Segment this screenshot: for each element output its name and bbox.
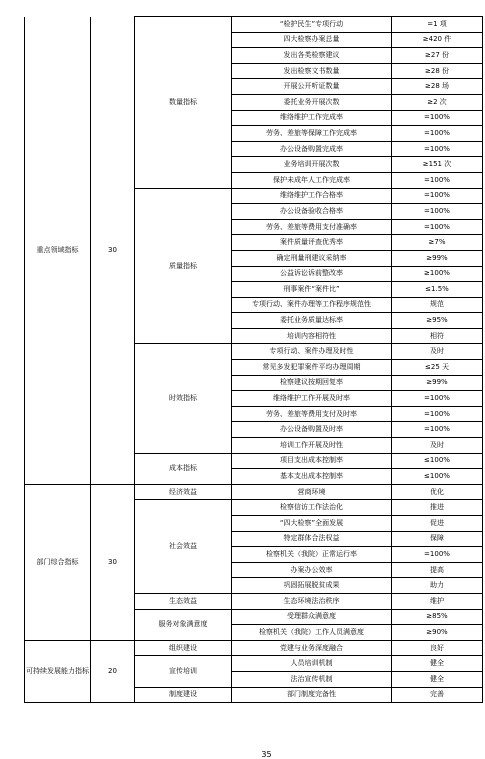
indicator-target: =100%	[392, 204, 483, 220]
indicator-target: 完善	[392, 687, 483, 703]
indicator-name: 检察建议按期回复率	[232, 375, 392, 391]
indicator-name: 发出各类检察建议	[232, 48, 392, 64]
indicator-target: ≥95%	[392, 313, 483, 329]
indicator-name: 委托业务质量达标率	[232, 313, 392, 329]
section-name: 部门综合指标	[36, 557, 79, 566]
indicator-target: 优化	[392, 484, 483, 500]
indicator-name: 发出检察文书数量	[232, 63, 392, 79]
indicator-target: 维护	[392, 593, 483, 609]
indicator-target: ≥100%	[392, 266, 483, 282]
indicator-name: 法治宣传机制	[232, 671, 392, 687]
indicator-name: 案件质量评查优秀率	[232, 235, 392, 251]
indicator-name: 四大检察办案总量	[232, 32, 392, 48]
section-name-cell	[25, 17, 91, 485]
section-name: 可持续发展能力指标	[26, 666, 89, 675]
indicator-target: =100%	[392, 188, 483, 204]
indicator-name: 确定刑量刑建议采纳率	[232, 250, 392, 266]
indicator-target: ≥2 次	[392, 94, 483, 110]
indicator-target: 促进	[392, 516, 483, 532]
indicator-target: 提高	[392, 562, 483, 578]
indicator-target: ≥420 件	[392, 32, 483, 48]
indicator-name: 办公设备购置及时率	[232, 422, 392, 438]
group-name: 制度建设	[135, 687, 232, 703]
section-score: 30	[91, 484, 135, 640]
indicator-target: 良好	[392, 640, 483, 656]
indicator-name: “检护民生”专项行动	[232, 17, 392, 33]
indicator-name: 劳务、差旅等保障工作完成率	[232, 126, 392, 142]
indicator-target: ≥85%	[392, 609, 483, 625]
indicator-target: ≤100%	[392, 453, 483, 469]
indicator-target: ≥90%	[392, 625, 483, 641]
indicator-target: 保障	[392, 531, 483, 547]
indicator-target: =1 项	[392, 17, 483, 33]
indicator-name: 检察机关（我院）正常运行率	[232, 547, 392, 563]
indicator-name: 培训工作开展及时性	[232, 438, 392, 454]
group-name: 时效指标	[135, 344, 232, 453]
indicator-target: =100%	[392, 172, 483, 188]
table-row	[25, 640, 483, 656]
indicator-target: =100%	[392, 141, 483, 157]
performance-indicator-table	[24, 16, 483, 703]
indicator-target: ≥27 份	[392, 48, 483, 64]
group-name: 成本指标	[135, 453, 232, 484]
group-name: 经济效益	[135, 484, 232, 500]
group-name: 服务对象满意度	[135, 609, 232, 640]
group-name: 社会效益	[135, 500, 232, 594]
section-name-cell	[25, 640, 91, 702]
indicator-name: “四大检察”全面发展	[232, 516, 392, 532]
indicator-name: 公益诉讼诉前整改率	[232, 266, 392, 282]
indicator-target: 推进	[392, 500, 483, 516]
indicator-target: ≥99%	[392, 375, 483, 391]
indicator-target: ≥7%	[392, 235, 483, 251]
indicator-name: 办公设备购置完成率	[232, 141, 392, 157]
group-name: 宣传培训	[135, 656, 232, 687]
indicator-target: 及时	[392, 344, 483, 360]
group-name: 数量指标	[135, 17, 232, 189]
indicator-name: 专项行动、案件办理等工作程序规范性	[232, 297, 392, 313]
section-score: 30	[91, 17, 135, 485]
indicator-name: 专项行动、案件办理及时性	[232, 344, 392, 360]
indicator-target: ≥151 次	[392, 157, 483, 173]
indicator-target: =100%	[392, 422, 483, 438]
indicator-target: ≥99%	[392, 250, 483, 266]
indicator-name: 劳务、差旅等费用支付及时率	[232, 406, 392, 422]
indicator-name: 营商环境	[232, 484, 392, 500]
indicator-target: =100%	[392, 126, 483, 142]
indicator-name: 生态环境法治秩序	[232, 593, 392, 609]
indicator-name: 劳务、差旅等费用支付准确率	[232, 219, 392, 235]
indicator-name: 开展公开听证数量	[232, 79, 392, 95]
group-name: 生态效益	[135, 593, 232, 609]
indicator-name: 维络维护工作开展及时率	[232, 391, 392, 407]
indicator-target: 健全	[392, 656, 483, 672]
indicator-name: 委托业务开展次数	[232, 94, 392, 110]
indicator-target: 助力	[392, 578, 483, 594]
indicator-target: =100%	[392, 547, 483, 563]
indicator-name: 培训内容相符性	[232, 328, 392, 344]
indicator-name: 刑事案件“案件比”	[232, 282, 392, 298]
indicator-target: 规范	[392, 297, 483, 313]
indicator-target: ≤100%	[392, 469, 483, 485]
indicator-name: 受理群众满意度	[232, 609, 392, 625]
indicator-name: 人员培训机制	[232, 656, 392, 672]
indicator-name: 维络维护工作合格率	[232, 188, 392, 204]
indicator-name: 基本支出成本控制率	[232, 469, 392, 485]
indicator-name: 办公设备验收合格率	[232, 204, 392, 220]
indicator-name: 检察信访工作法治化	[232, 500, 392, 516]
indicator-name: 检察机关（我院）工作人员满意度	[232, 625, 392, 641]
indicator-name: 业务培训开展次数	[232, 157, 392, 173]
indicator-target: =100%	[392, 391, 483, 407]
indicator-target: 健全	[392, 671, 483, 687]
indicator-name: 办案办公效率	[232, 562, 392, 578]
group-name: 组织建设	[135, 640, 232, 656]
indicator-target: ≤25 天	[392, 360, 483, 376]
section-name-cell	[25, 484, 91, 640]
table-row	[25, 17, 483, 33]
indicator-target: ≥28 场	[392, 79, 483, 95]
page-number: 35	[261, 750, 272, 759]
indicator-target: 相符	[392, 328, 483, 344]
indicator-name: 特定群体合法权益	[232, 531, 392, 547]
indicator-target: =100%	[392, 406, 483, 422]
indicator-name: 项目支出成本控制率	[232, 453, 392, 469]
indicator-name: 党建与业务深度融合	[232, 640, 392, 656]
indicator-target: 及时	[392, 438, 483, 454]
indicator-name: 巩固拓展脱贫成果	[232, 578, 392, 594]
table-row	[25, 484, 483, 500]
indicator-name: 常见多发犯罪案件平均办理周期	[232, 360, 392, 376]
section-name: 重点领域指标	[36, 245, 79, 254]
group-name: 质量指标	[135, 188, 232, 344]
indicator-target: ≤1.5%	[392, 282, 483, 298]
section-score: 20	[91, 640, 135, 702]
indicator-name: 部门制度完备性	[232, 687, 392, 703]
indicator-target: =100%	[392, 110, 483, 126]
indicator-name: 维络维护工作完成率	[232, 110, 392, 126]
performance-indicator-document	[24, 16, 484, 759]
indicator-target: =100%	[392, 219, 483, 235]
indicator-target: ≥28 份	[392, 63, 483, 79]
indicator-name: 保护未成年人工作完成率	[232, 172, 392, 188]
